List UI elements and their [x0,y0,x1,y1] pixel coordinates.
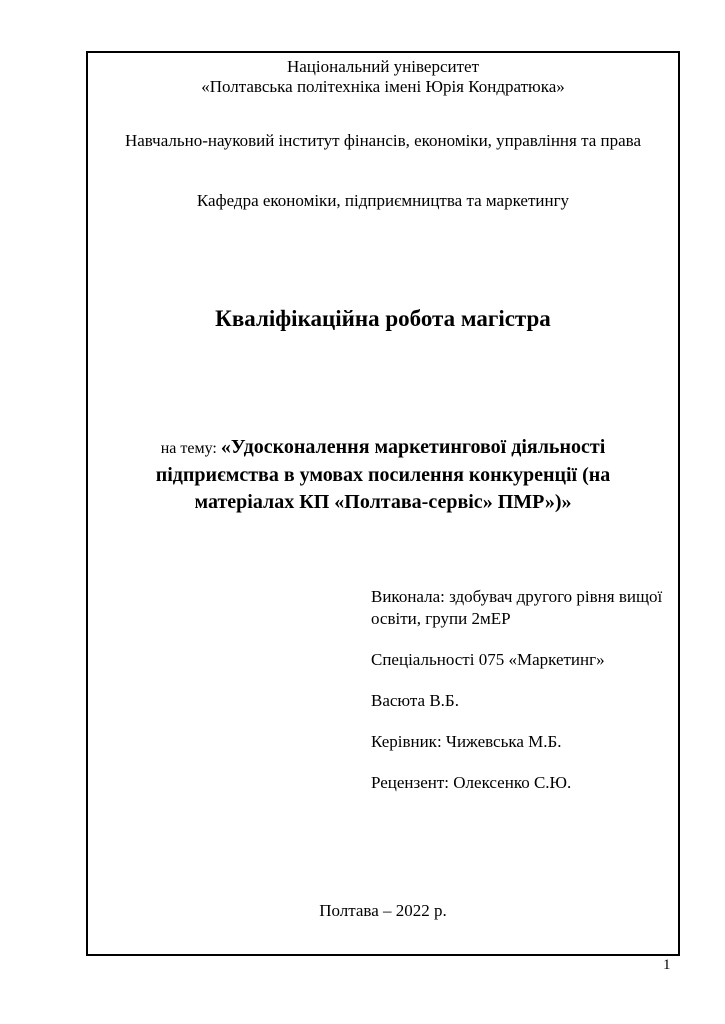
reviewer: Рецензент: Олексенко С.Ю. [371,773,572,792]
university-name [88,57,678,97]
topic-line-1 [98,434,668,462]
institute-name: Навчально-науковий інститут фінансів, економіки, управління та права [124,131,642,150]
performed-by-line-2: освіти, групи 2мЕР [371,609,511,628]
university-line-2: «Полтавська політехніка імені Юрія Кондратюка» [201,77,565,96]
university-line-1: Національний університет [286,57,480,76]
thesis-title: Кваліфікаційна робота магістра [215,306,551,331]
topic-text-line-1: «Удосконалення маркетингової діяльності [220,436,606,458]
performed-by [371,586,677,630]
topic-prefix: на тему: [160,440,221,457]
department-name: Кафедра економіки, підприємництва та маркетингу [196,191,570,210]
performed-by-line-1: Виконала: здобувач другого рівня вищої [371,587,663,606]
specialty: Спеціальності 075 «Маркетинг» [371,650,605,669]
topic-text-line-2: підприємства в умовах посилення конкуренції (на [155,464,611,486]
topic-text-line-3: матеріалах КП «Полтава-сервіс» ПМР»)» [194,491,572,513]
thesis-topic [98,434,668,516]
supervisor: Керівник: Чижевська М.Б. [371,732,562,751]
city-year: Полтава – 2022 р. [319,901,447,920]
credits-block [371,586,677,813]
page-number: 1 [663,957,671,973]
author-name: Васюта В.Б. [371,691,459,710]
